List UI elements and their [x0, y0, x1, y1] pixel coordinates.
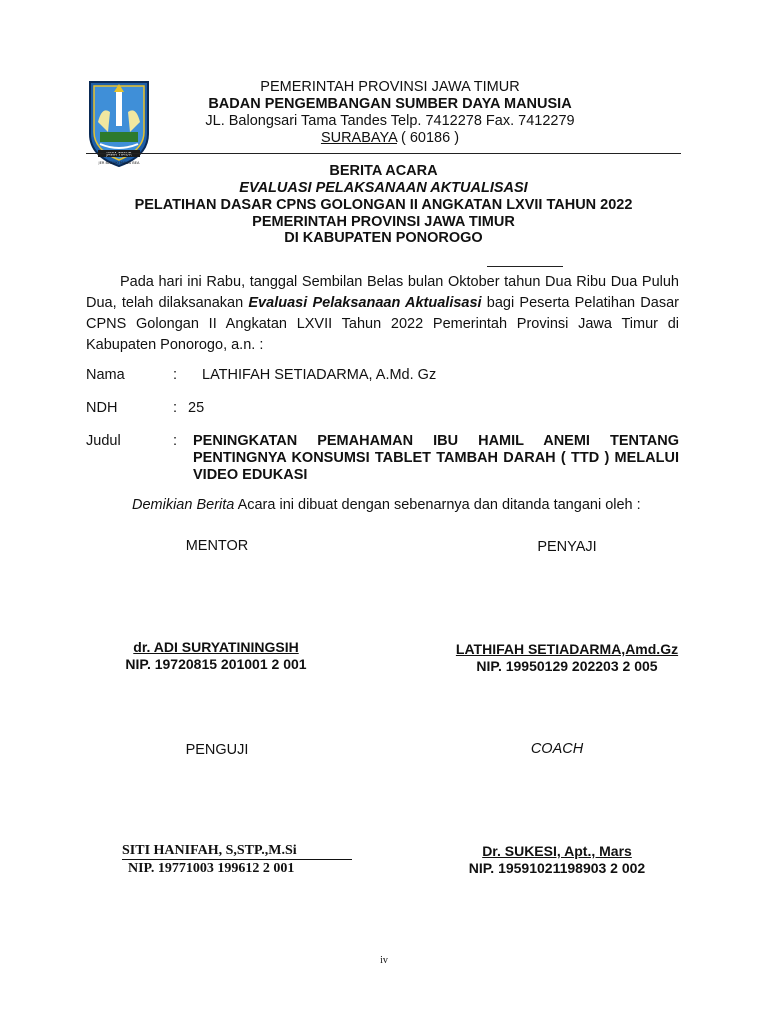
coach-role: COACH [530, 741, 584, 757]
underline-mark [487, 266, 563, 267]
judul-colon: : [173, 433, 178, 449]
header-address: JL. Balongsari Tama Tandes Telp. 7412278 Fax. 7412279 [205, 113, 575, 129]
mentor-role: MENTOR [185, 538, 249, 554]
penyaji-nip: NIP. 19950129 202203 2 005 [476, 658, 658, 674]
ndh-colon: : [173, 400, 178, 416]
closing-italic: Demikian Berita [132, 497, 235, 513]
judul-label: Judul [86, 433, 121, 449]
penguji-nip: NIP. 19771003 199612 2 001 [128, 861, 295, 876]
header-city [150, 130, 630, 146]
coach-name: Dr. SUKESI, Apt., Mars [482, 843, 632, 859]
ndh-value: 25 [188, 400, 205, 416]
doc-subtitle: EVALUASI PELAKSANAAN AKTUALISASI [239, 180, 528, 196]
body-emphasis: Evaluasi Pelaksanaan Aktualisasi [248, 295, 482, 311]
header-agency: BADAN PENGEMBANGAN SUMBER DAYA MANUSIA [208, 96, 572, 112]
nama-label: Nama [86, 367, 125, 383]
nama-colon: : [173, 367, 178, 383]
mentor-nip: NIP. 19720815 201001 2 001 [125, 656, 307, 672]
svg-text:JER BASUKI MAWA BEA: JER BASUKI MAWA BEA [98, 161, 140, 165]
ndh-label: NDH [86, 400, 118, 416]
page-number: iv [380, 955, 388, 966]
doc-title: BERITA ACARA [329, 163, 438, 179]
header-city-name: SURABAYA [320, 130, 397, 146]
closing-statement: Demikian Berita Acara ini dibuat dengan sebenarnya dan ditanda tangani oleh : [132, 497, 641, 513]
penyaji-role: PENYAJI [537, 539, 597, 555]
penguji-role: PENGUJI [185, 742, 249, 758]
header-postal-code: ( 60186 ) [396, 130, 460, 146]
mentor-name: dr. ADI SURYATININGSIH [133, 639, 299, 655]
header-institution: PEMERINTAH PROVINSI JAWA TIMUR [260, 79, 520, 95]
jawa-timur-emblem-icon [86, 76, 152, 168]
doc-training-name: PELATIHAN DASAR CPNS GOLONGAN II ANGKATAN LXVII TAHUN 2022 [134, 197, 633, 213]
coach-nip: NIP. 19591021198903 2 002 [468, 860, 646, 876]
header-divider [86, 153, 681, 154]
penguji-name: SITI HANIFAH, S,STP.,M.Si [122, 843, 352, 860]
doc-government: PEMERINTAH PROVINSI JAWA TIMUR [252, 214, 515, 230]
penyaji-name: LATHIFAH SETIADARMA,Amd.Gz [455, 641, 679, 657]
nama-value: LATHIFAH SETIADARMA, A.Md. Gz [202, 367, 437, 383]
doc-location: DI KABUPATEN PONOROGO [284, 230, 483, 246]
judul-value: PENINGKATAN PEMAHAMAN IBU HAMIL ANEMI TENTANG PENTINGNYA KONSUMSI TABLET TAMBAH DARAH ( TTD ) MELALUI VIDEO EDUKASI [193, 433, 679, 483]
body-paragraph: Pada hari ini Rabu, tanggal Sembilan Belas bulan Oktober tahun Dua Ribu Dua Puluh Dua, telah dilaksanakan Evaluasi Pelaksanaan Aktualisasi bagi Peserta Pelatihan Dasar CPNS Golongan II Angkatan LXVII Tahun 2022 Pemerintah Provinsi Jawa Timur di Kabupaten Ponorogo, a.n. : [86, 274, 679, 353]
svg-text:JAWA TIMUR: JAWA TIMUR [106, 151, 132, 157]
